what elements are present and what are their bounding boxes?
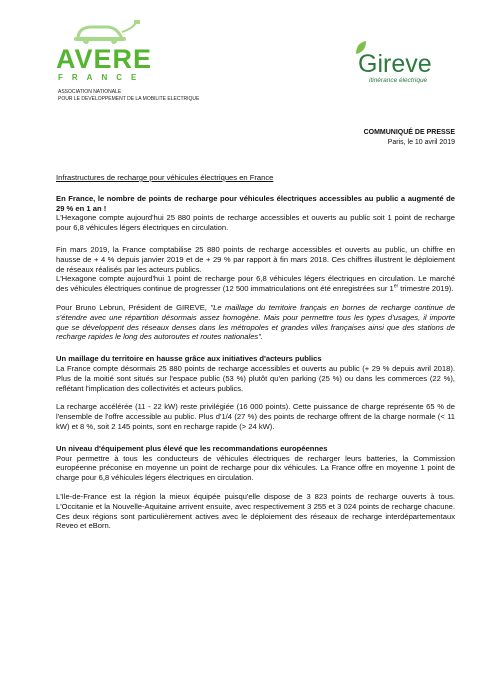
section2-paragraph-2: L'Ile-de-France est la région la mieux équipée puisqu'elle dispose de 3 823 points de recharge ouverts à tous. L'Occitanie et la Nouvelle-Aquitaine arrivent ensuite, avec respectivement 3 255 et 3 024 points de recharge chacune. Ces deux régions sont particulièrement actives avec le déploiement des réseaux de recharge interdépartementaux Reveo et eBorn. bbox=[56, 491, 455, 531]
section1-heading: Un maillage du territoire en hausse grâce aux initiatives d'acteurs publics bbox=[56, 354, 322, 364]
avere-wordmark: AVERE bbox=[56, 44, 153, 74]
intro-paragraph-2: Fin mars 2019, la France comptabilise 25 880 points de recharge accessibles et ouverts au public, un chiffre en hausse de + 4 % depuis janvier 2019 et de + 29 % par rapport à fin mars 2018. Ces chiffres illustrent le déploiement de réseaux réalisés par les acteurs publics. bbox=[56, 244, 455, 274]
document-body bbox=[56, 173, 455, 531]
president-quote bbox=[56, 303, 455, 342]
leaf-icon bbox=[354, 40, 368, 56]
subject-line: Infrastructures de recharge pour véhicules électriques en France bbox=[56, 173, 274, 182]
press-release-title: COMMUNIQUÉ DE PRESSE bbox=[363, 129, 455, 136]
electric-car-plug-icon bbox=[56, 20, 146, 44]
intro-p3-sup: er bbox=[393, 283, 399, 290]
assoc-line-1: ASSOCIATION NATIONALE bbox=[58, 89, 122, 95]
press-date: Paris, le 10 avril 2019 bbox=[387, 138, 455, 146]
association-subtitle bbox=[58, 89, 199, 102]
intro-paragraph-3 bbox=[56, 274, 455, 294]
gireve-logo bbox=[358, 52, 432, 84]
quote-lead: Pour Bruno Lebrun, Président de GIREVE, bbox=[56, 302, 211, 312]
avere-country: FRANCE bbox=[58, 73, 146, 82]
quote-text: "Le maillage du territoire français en bornes de recharge continue de s'étendre avec une répartition désormais assez homogène. Mais pour permettre tous les types d'usages, il importe que se développent des réseaux denses dans les métropoles et grandes villes françaises ainsi que des stations de recharge rapides le long des autoroutes et routes nationales". bbox=[56, 302, 455, 342]
assoc-line-2: POUR LE DEVELOPPEMENT DE LA MOBILITE ELECTRIQUE bbox=[58, 95, 200, 102]
intro-paragraph-1: L'Hexagone compte aujourd'hui 25 880 points de recharge accessibles et ouverts au public soit 1 point de recharge pour 6,8 véhicules légers électriques en circulation. bbox=[56, 213, 455, 233]
intro-p3-end: trimestre 2019). bbox=[398, 284, 454, 294]
gireve-wordmark: Gireve bbox=[358, 50, 432, 78]
intro-p3-text: L'Hexagone compte aujourd'hui 1 point de recharge pour 6,8 véhicules légers électriques en circulation. Le marché des véhicules électriques continue de progresser (12 500 immatriculations ont été enregistrées sur 1 bbox=[56, 274, 455, 294]
avere-logo bbox=[56, 20, 153, 82]
press-header bbox=[364, 128, 455, 147]
intro-heading: En France, le nombre de points de recharge pour véhicules électriques accessibles au public a augmenté de 29 % en 1 an ! bbox=[56, 193, 455, 213]
gireve-tagline: itinérance électrique bbox=[369, 77, 428, 84]
section2-heading: Un niveau d'équipement plus élevé que les recommandations européennes bbox=[56, 443, 328, 453]
section1-paragraph-1: La France compte désormais 25 880 points de recharge accessibles et ouverts au public (+ 29 % depuis avril 2018). Plus de la moitié sont situés sur l'espace public (53 %) plutôt qu'en parking (25 %) ou dans les commerces (22 %), reflétant l'implication des collectivités et acteurs publics. bbox=[56, 363, 455, 393]
section2-paragraph-1: Pour permettre à tous les conducteurs de véhicules électriques de recharger leurs batteries, la Commission européenne préconise en moyenne un point de recharge pour dix véhicules. La France offre en moyenne 1 point de charge pour 6,8 véhicules légers électriques en circulation. bbox=[56, 453, 455, 483]
section1-paragraph-2: La recharge accélérée (11 - 22 kW) reste privilégiée (16 000 points). Cette puissance de charge représente 65 % de l'ensemble de l'offre accessible au public. Plus d'1/4 (27 %) des points de recharge offrent de la charge normale (< 11 kW) et 8 %, soit 2 145 points, sont en recharge rapide (> 24 kW). bbox=[56, 402, 455, 431]
